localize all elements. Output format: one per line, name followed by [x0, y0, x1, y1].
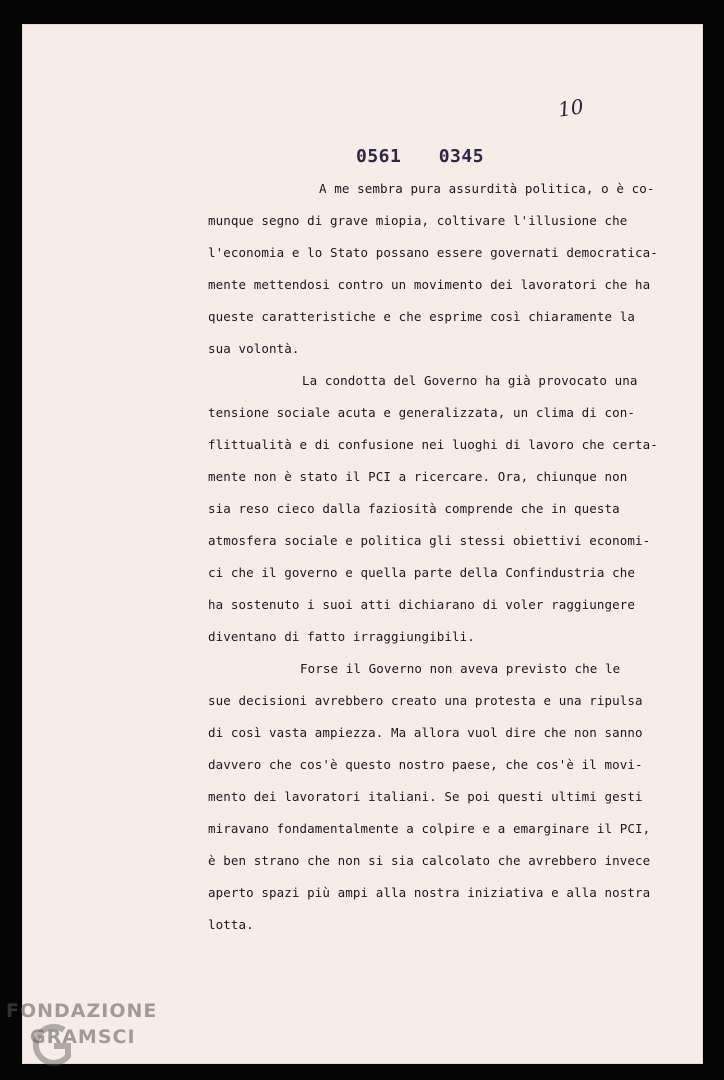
document-code-part-2: 0345 [438, 146, 485, 167]
text-line: miravano fondamentalmente a colpire e a emarginare il PCI, [208, 821, 651, 836]
text-line: sue decisioni avrebbero creato una protesta e una ripulsa [208, 693, 643, 708]
text-line: aperto spazi più ampi alla nostra iniziativa e alla nostra [208, 885, 651, 900]
text-line: è ben strano che non si sia calcolato che avrebbero invece [208, 853, 651, 868]
text-line: La condotta del Governo ha già provocato una [302, 373, 638, 388]
text-line: diventano di fatto irraggiungibili. [208, 629, 475, 644]
text-line: sua volontà. [208, 341, 300, 356]
text-line: sia reso cieco dalla faziosità comprende che in questa [208, 501, 620, 516]
text-line: di così vasta ampiezza. Ma allora vuol dire che non sanno [208, 725, 643, 740]
text-line: queste caratteristiche e che esprime così chiaramente la [208, 309, 636, 324]
text-line: atmosfera sociale e politica gli stessi obiettivi economi- [208, 533, 651, 548]
fondazione-gramsci-logo [6, 1000, 186, 1070]
text-line: davvero che cos'è questo nostro paese, che cos'è il movi- [208, 757, 643, 772]
text-line: l'economia e lo Stato possano essere governati democratica- [208, 245, 658, 260]
handwritten-page-number: 10 [556, 94, 585, 122]
text-line: ci che il governo e quella parte della Confindustria che [208, 565, 636, 580]
text-line: mento dei lavoratori italiani. Se poi questi ultimi gesti [208, 789, 643, 804]
text-line: munque segno di grave miopia, coltivare l'illusione che [208, 213, 628, 228]
text-line: Forse il Governo non aveva previsto che le [300, 661, 621, 676]
logo-text-line-2: GRAMSCI [30, 1026, 136, 1048]
document-code-part-1: 0561 [356, 146, 402, 167]
text-line: ha sostenuto i suoi atti dichiarano di voler raggiungere [208, 597, 636, 612]
text-line: flittualità e di confusione nei luoghi di lavoro che certa- [208, 437, 658, 452]
text-line: mente mettendosi contro un movimento dei lavoratori che ha [208, 277, 651, 292]
text-line: tensione sociale acuta e generalizzata, un clima di con- [208, 405, 636, 420]
logo-text-line-1: FONDAZIONE [6, 1000, 158, 1022]
text-line: lotta. [208, 917, 254, 932]
text-line: mente non è stato il PCI a ricercare. Ora, chiunque non [208, 469, 628, 484]
text-line: A me sembra pura assurdità politica, o è co- [319, 181, 655, 196]
